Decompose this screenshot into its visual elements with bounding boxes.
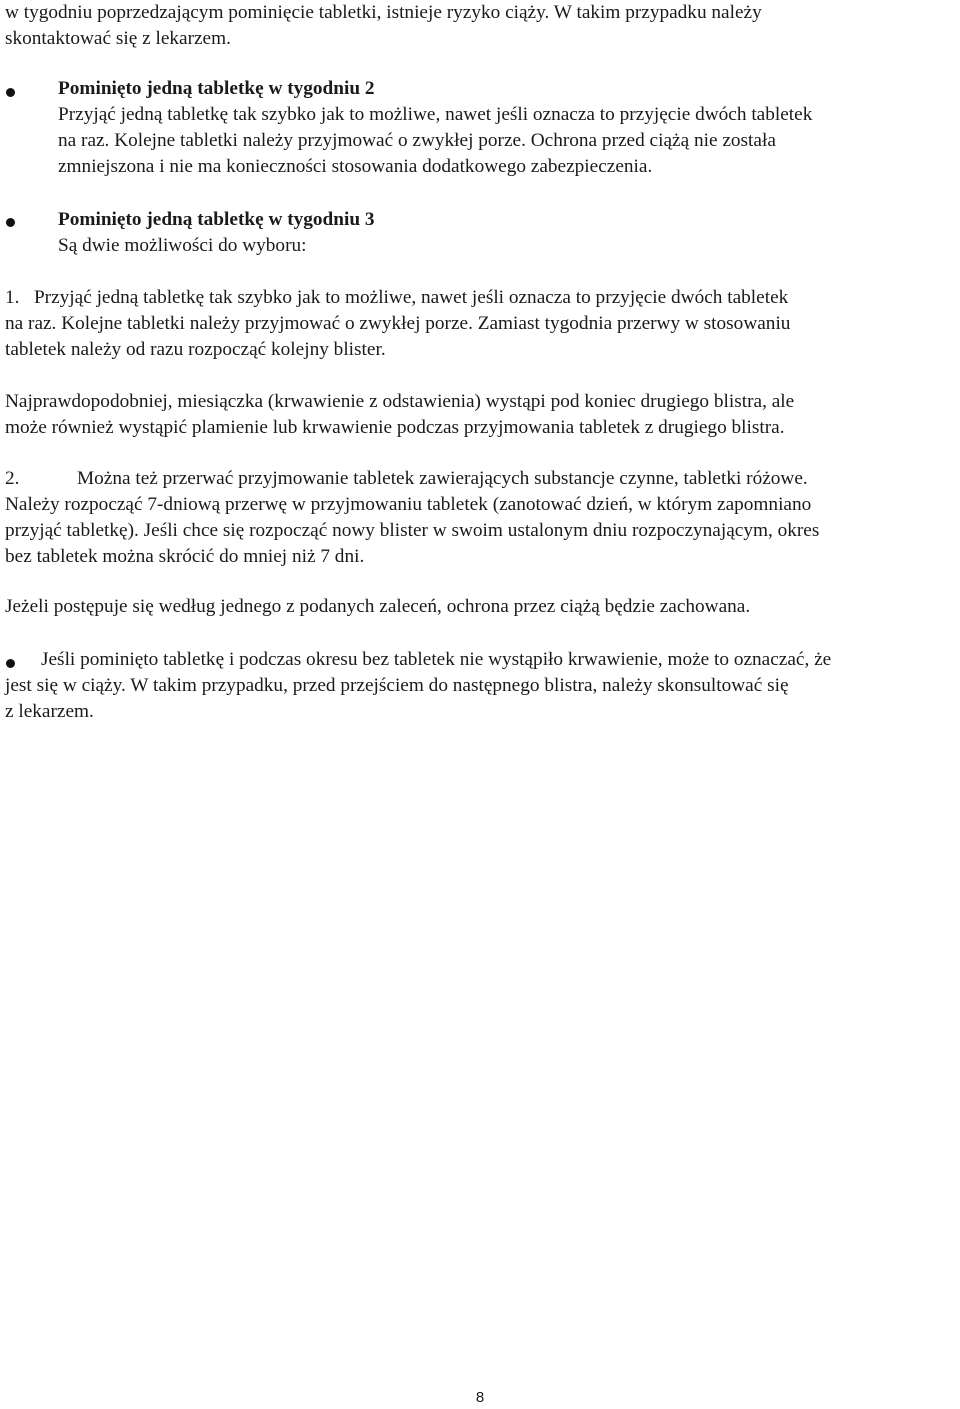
option2-line-3: przyjąć tabletkę). Jeśli chce się rozpocząć nowy blister w swoim ustalonym dniu rozpoczynającym, okres [5,520,820,541]
final-bullet-line-2: jest się w ciąży. W takim przypadku, przed przejściem do następnego blistra, należy skonsultować się [5,675,789,696]
option2-paragraph [5,466,955,570]
week3-section [58,207,955,259]
bullet-icon [6,88,15,97]
option1-line-1: Przyjąć jedną tabletkę tak szybko jak to możliwe, nawet jeśli oznacza to przyjęcie dwóch tabletek [33,287,789,308]
final-bullet-paragraph [5,647,955,725]
week3-subheading: Są dwie możliwości do wyboru: [58,235,307,256]
final-bullet-line-3: z lekarzem. [5,701,94,722]
option2-line-2: Należy rozpocząć 7-dniową przerwę w przyjmowaniu tabletek (zanotować dzień, w którym zapomniano [5,494,812,515]
option2-number: 2. [5,468,20,489]
option1-paragraph [5,285,955,363]
week2-line-1: Przyjąć jedną tabletkę tak szybko jak to możliwe, nawet jeśli oznacza to przyjęcie dwóch tabletek [58,104,813,125]
intro-line-2: skontaktować się z lekarzem. [5,28,231,49]
option1-number: 1. [5,287,20,308]
week3-heading: Pominięto jedną tabletkę w tygodniu 3 [58,209,375,230]
option2-line-1: Można też przerwać przyjmowanie tabletek zawierających substancje czynne, tabletki różowe. [77,468,808,489]
intro-line-1: w tygodniu poprzedzającym pominięcie tabletki, istnieje ryzyko ciąży. W takim przypadku należy [5,2,762,23]
week2-line-3: zmniejszona i nie ma konieczności stosowania dodatkowego zabezpieczenia. [58,156,653,177]
bleeding-note-line-2: może również wystąpić plamienie lub krwawienie podczas przyjmowania tabletek z drugiego blistra. [5,417,785,438]
bleeding-note-line-1: Najprawdopodobniej, miesiączka (krwawienie z odstawienia) wystąpi pod koniec drugiego blistra, ale [5,391,795,412]
intro-paragraph [5,0,955,52]
bleeding-note-paragraph [5,389,955,441]
option1-line-3: tabletek należy od razu rozpocząć kolejny blister. [5,339,386,360]
week2-line-2: na raz. Kolejne tabletki należy przyjmować o zwykłej porze. Ochrona przed ciążą nie została [58,130,776,151]
final-bullet-line-1: Jeśli pominięto tabletkę i podczas okresu bez tabletek nie wystąpiło krwawienie, może to oznaczać, że [41,649,832,670]
week2-heading: Pominięto jedną tabletkę w tygodniu 2 [58,78,375,99]
week2-section [58,76,955,180]
protection-note: Jeżeli postępuje się według jednego z podanych zaleceń, ochrona przez ciążą będzie zachowana. [5,596,751,617]
page-number: 8 [475,1389,485,1406]
option2-line-4: bez tabletek można skrócić do mniej niż 7 dni. [5,546,365,567]
option1-line-2: na raz. Kolejne tabletki należy przyjmować o zwykłej porze. Zamiast tygodnia przerwy w stosowaniu [5,313,791,334]
bullet-icon [6,218,15,227]
